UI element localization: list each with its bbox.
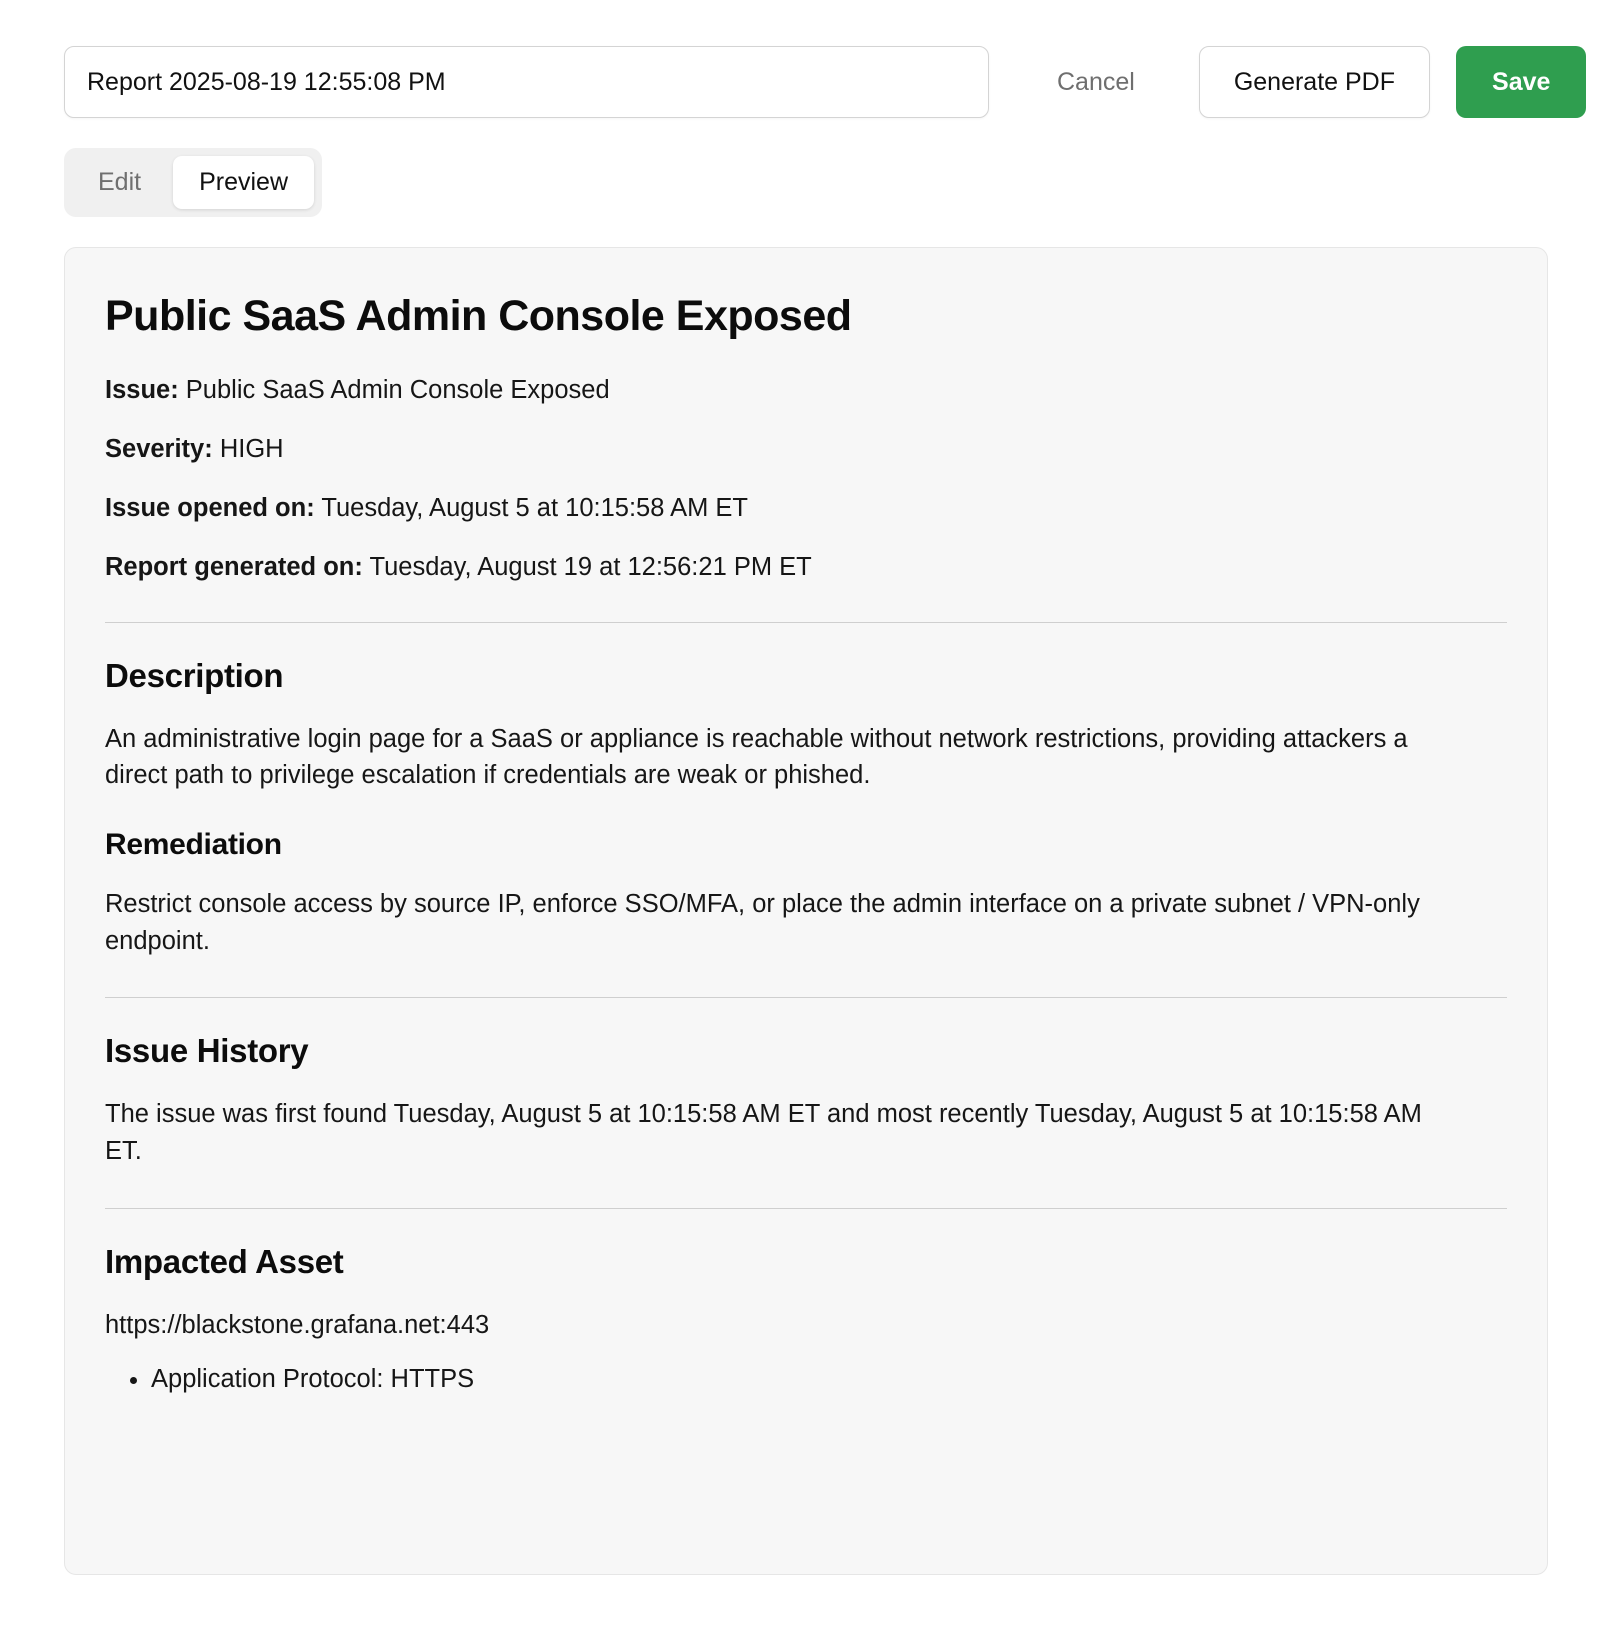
generate-pdf-button[interactable]: Generate PDF — [1199, 46, 1430, 118]
report-toolbar — [64, 46, 1551, 118]
report-title-input[interactable] — [64, 46, 989, 118]
meta-issue — [105, 375, 1507, 407]
impacted-asset-heading: Impacted Asset — [105, 1242, 344, 1280]
severity-value: HIGH — [219, 434, 284, 463]
remediation-body: Restrict console access by source IP, enforce SSO/MFA, or place the admin interface on a private subnet / VPN-only endpoint. — [105, 889, 1420, 955]
save-button[interactable]: Save — [1456, 46, 1586, 118]
meta-generated-label: Report generated on: — [105, 552, 363, 581]
issue-history-body: The issue was first found Tuesday, August 5 at 10:15:58 AM ET and most recently Tuesday, August 5 at 10:15:58 AM ET. — [105, 1100, 1422, 1166]
divider — [105, 622, 1507, 623]
cancel-button[interactable]: Cancel — [1045, 58, 1147, 107]
meta-opened-label: Issue opened on: — [105, 493, 315, 522]
report-preview-card — [64, 247, 1548, 1575]
divider — [105, 997, 1507, 998]
meta-severity-label: Severity: — [105, 434, 213, 463]
meta-issue-value: Public SaaS Admin Console Exposed — [185, 376, 610, 404]
impacted-asset-details — [105, 1360, 1507, 1398]
description-body: An administrative login page for a SaaS or appliance is reachable without network restrictions, providing attackers a direct path to privilege escalation if credentials are weak or phished. — [105, 724, 1408, 790]
tab-edit[interactable]: Edit — [72, 156, 167, 209]
description-heading: Description — [105, 656, 284, 694]
divider — [105, 1208, 1507, 1209]
tab-preview[interactable]: Preview — [173, 156, 314, 209]
meta-severity — [105, 434, 1507, 466]
view-mode-tabs — [64, 148, 322, 217]
meta-opened — [105, 493, 1507, 525]
list-item: • Application Protocol: HTTPS — [151, 1360, 1507, 1398]
meta-issue-label: Issue: — [105, 376, 179, 404]
meta-opened-value: Tuesday, August 5 at 10:15:58 AM ET — [321, 493, 749, 522]
meta-generated — [105, 552, 1507, 584]
meta-generated-value: Tuesday, August 19 at 12:56:21 PM ET — [369, 552, 812, 581]
report-heading: Public SaaS Admin Console Exposed — [105, 292, 852, 340]
impacted-asset-url: https://blackstone.grafana.net:443 — [105, 1310, 490, 1339]
issue-history-heading: Issue History — [105, 1032, 309, 1070]
remediation-heading: Remediation — [105, 827, 282, 861]
